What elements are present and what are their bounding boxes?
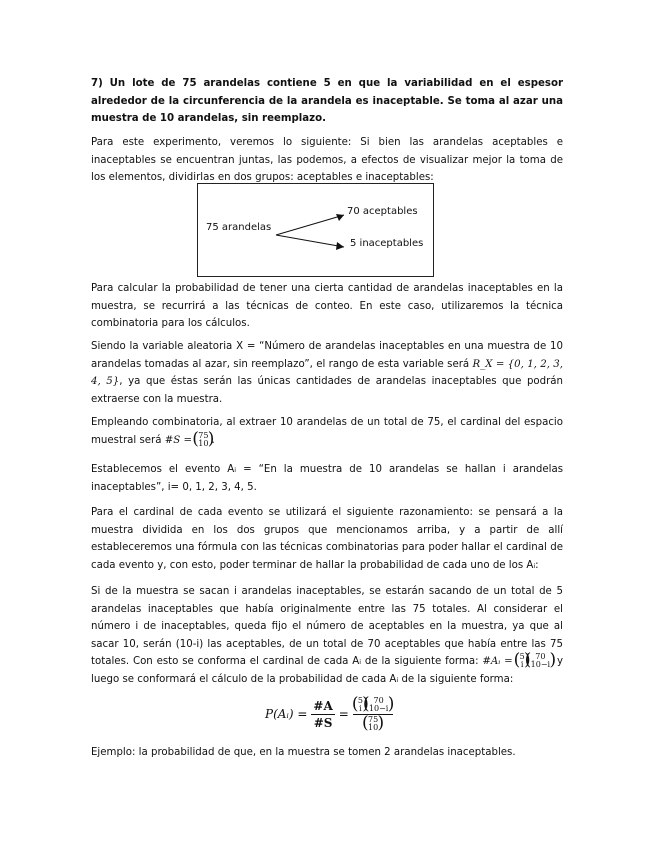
diagram-arrows [198,184,435,278]
paragraph-counting: Para calcular la probabilidad de tener una cierta cantidad de arandelas inaceptables en la muestra, se recurrirá a las técnicas de conteo. En este caso, utilizaremos la técnica combinatoria para los cálculos. [91,283,563,329]
fraction-count: $\frac{\#A}{\#S}$ [313,698,333,730]
paragraph-example: Ejemplo: la probabilidad de que, en la muestra se tomen 2 arandelas inaceptables. [91,747,516,758]
problem-statement: 7) Un lote de 75 arandelas contiene 5 en que la variabilidad en el espesor alrededor de la circunferencia de la arandela es inaceptable. Se toma al azar una muestra de 10 arandelas, sin reemplazo. [91,78,563,124]
paragraph-cardinal: Si de la muestra se sacan i arandelas inaceptables, se estarán sacando de un total de 5 arandelas inaceptables que había originalmente entre las 75 totales. Al considerar el número i de inaceptables, queda fijo el número de aceptables en la muestra, ya que al sacar 10, serán (10-i) las aceptables, de un total de 70 aceptables que había entre las 75 totales. Con esto se conforma el cardinal de cada Aᵢ de la siguiente forma: #Aᵢ = ( 5 i ) ( 70 10−i ) y luego se conformará el cálculo de la probabilidad de cada Aᵢ de la siguiente forma: [91,583,563,688]
diagram-accept-label: 70 aceptables [347,206,418,217]
binom-5-i: ( 5 i ) [517,653,528,669]
binom-75-10: ( 75 10 ) [195,432,211,448]
diagram-reject-label: 5 inaceptables [350,238,424,249]
range-expression: R_X = {0, 1, 2, 3, 4, 5} [91,358,564,387]
paragraph-sample-space: Empleando combinatoria, al extraer 10 arandelas de un total de 75, el cardinal del espacio muestral será #S = ( 75 10 ) . [91,414,563,449]
event-cardinal-label: #Aᵢ = [482,656,513,667]
formula-lhs: P(Aᵢ) = [265,707,308,721]
sample-space-label: #S = [164,434,192,446]
groups-diagram [197,183,434,277]
fraction-binomials: ( 5 i ) ( 70 10−i ) ( 75 10 ) [353,697,394,732]
paragraph-variable: Siendo la variable aleatoria X = “Número de arandelas inaceptables en una muestra de 10 arandelas tomadas al azar, sin reemplazo”, el rango de esta variable será R_X = {0, 1, 2, 3, 4, 5}, ya que éstas serán las únicas cantidades de arandelas inaceptables que podrán extraerse con la muestra. [91,341,564,405]
binom-70-10-i: ( 70 10−i ) [528,653,553,669]
probability-formula [265,692,397,736]
paragraph-intro: Para este experimento, veremos lo siguiente: Si bien las arandelas aceptables e inaceptables se encuentran juntas, las podemos, a efectos de visualizar mejor la toma de los elementos, dividirlas en dos grupos: aceptables e inaceptables: [91,137,563,183]
diagram-total-label: 75 arandelas [206,222,272,233]
arrow-down-icon [336,242,344,250]
paragraph-event: Establecemos el evento Aᵢ = “En la muestra de 10 arandelas se hallan i arandelas inaceptables”, i= 0, 1, 2, 3, 4, 5. [91,464,563,493]
formula-equals: = [338,707,349,721]
paragraph-reasoning: Para el cardinal de cada evento se utilizará el siguiente razonamiento: se pensará a la muestra dividida en los dos grupos que mencionamos arriba, y a partir de allí estableceremos una fórmula con las técnicas combinatorias para poder hallar el cardinal de cada evento y, con esto, poder terminar de hallar la probabilidad de cada uno de los Aᵢ: [91,507,563,571]
